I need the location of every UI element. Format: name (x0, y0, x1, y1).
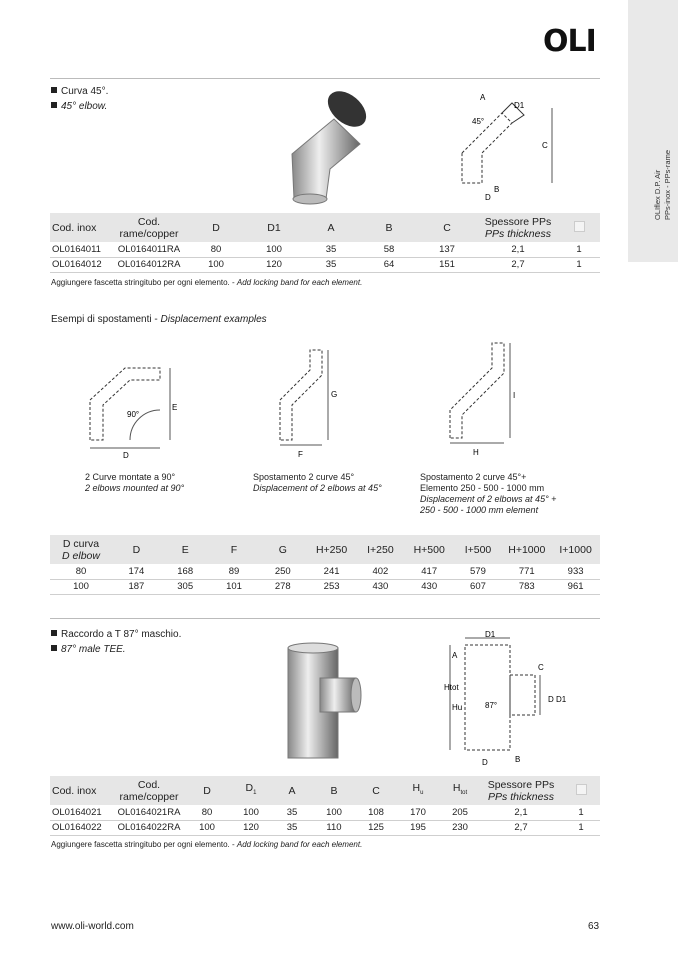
svg-text:B: B (494, 185, 500, 194)
section2-title: Esempi di spostamenti - Displacement examples (51, 314, 267, 325)
svg-text:A: A (480, 93, 486, 102)
divider (50, 618, 600, 619)
footer-url[interactable]: www.oli-world.com (51, 921, 134, 932)
elbow-45-diagram (452, 88, 567, 206)
svg-text:G: G (331, 390, 338, 399)
svg-text:B: B (515, 755, 521, 764)
svg-text:90°: 90° (127, 410, 140, 419)
table-row: 80 174 168 89 250 241 402 417 579 771 933 (50, 564, 600, 579)
displacement-table: D curva D elbow D E F G H+250 I+250 H+500 I+500 H+1000 I+1000 80 174 168 89 250 241 402 417 579 771 933 100 187 305 101 278 253 430 430 607 783 961 (50, 535, 600, 595)
example-45-diagram (270, 345, 360, 460)
tee-photo (280, 640, 365, 765)
elbow-45-table: Cod. inox Cod. rame/copper D D1 A B C Spessore PPs PPs thickness OL0164011 OL0164011RA 80 100 35 58 137 2,1 1 OL0164012 OL0164012RA 100 120 35 64 151 2,7 1 (50, 213, 600, 273)
package-icon (576, 784, 587, 795)
tee-table: Cod. inox Cod. rame/copper D $D_1$ A B C $H_u$ $H_{tot}$ Spessore PPs PPs thickness OL0164021 OL0164021RA 80 100 35 100 108 170 205 2,1 1 OL0164022 OL0164022RA 100 120 35 110 125 195 230 2,7 1 (50, 776, 600, 836)
svg-text:87°: 87° (485, 701, 498, 710)
package-icon (574, 221, 585, 232)
svg-text:C: C (542, 141, 548, 150)
note: Aggiungere fascetta stringitubo per ogni elemento. - Add locking band for each element. (51, 278, 363, 287)
example-caption: 2 Curve montate a 90° 2 elbows mounted at 90° (85, 472, 185, 493)
svg-text:45°: 45° (472, 117, 485, 126)
divider (50, 78, 600, 79)
tee-diagram (440, 630, 570, 770)
sidebar-line1: OLIflex D.P. Air (653, 169, 662, 220)
svg-text:E: E (172, 403, 178, 412)
sidebar-line2: PPs-inox - PPs-rame (663, 149, 672, 220)
table-row: OL0164012 OL0164012RA 100 120 35 64 151 2,7 1 (50, 257, 600, 272)
svg-text:D: D (485, 193, 491, 202)
svg-text:D1: D1 (514, 101, 525, 110)
svg-text:D D1: D D1 (548, 695, 567, 704)
table-row: 100 187 305 101 278 253 430 430 607 783 961 (50, 579, 600, 594)
svg-text:F: F (298, 450, 303, 459)
svg-text:C: C (538, 663, 544, 672)
example-caption: Spostamento 2 curve 45°+ Elemento 250 - 500 - 1000 mm Displacement of 2 elbows at 45° + 250 - 500 - 1000 mm element (420, 472, 557, 515)
sidebar-tab (628, 0, 678, 262)
page-number: 63 (588, 921, 600, 932)
svg-text:Hu: Hu (452, 703, 463, 712)
oli-logo: OLI (543, 24, 596, 59)
table-row: OL0164021 OL0164021RA 80 100 35 100 108 170 205 2,1 1 (50, 805, 600, 820)
table-row: OL0164011 OL0164011RA 80 100 35 58 137 2,1 1 (50, 242, 600, 257)
example-90-diagram (85, 360, 195, 460)
svg-text:D1: D1 (485, 630, 496, 639)
example-45-element-diagram (440, 338, 530, 463)
svg-text:D: D (123, 451, 129, 460)
svg-text:D: D (482, 758, 488, 767)
elbow-45-photo (278, 84, 373, 209)
svg-text:A: A (452, 651, 458, 660)
title-en: 45° elbow. (61, 101, 108, 112)
svg-text:I: I (513, 391, 516, 400)
table-row: OL0164022 OL0164022RA 100 120 35 110 125 195 230 2,7 1 (50, 820, 600, 835)
title-it: Curva 45°. (61, 86, 109, 97)
example-caption: Spostamento 2 curve 45° Displacement of 2 elbows at 45° (253, 472, 382, 493)
svg-text:Htot: Htot (444, 683, 459, 692)
svg-text:H: H (473, 448, 479, 457)
section3-title: Raccordo a T 87° maschio. 87° male TEE. (51, 627, 181, 657)
note: Aggiungere fascetta stringitubo per ogni elemento. - Add locking band for each element. (51, 840, 363, 849)
section1-title (51, 84, 108, 114)
